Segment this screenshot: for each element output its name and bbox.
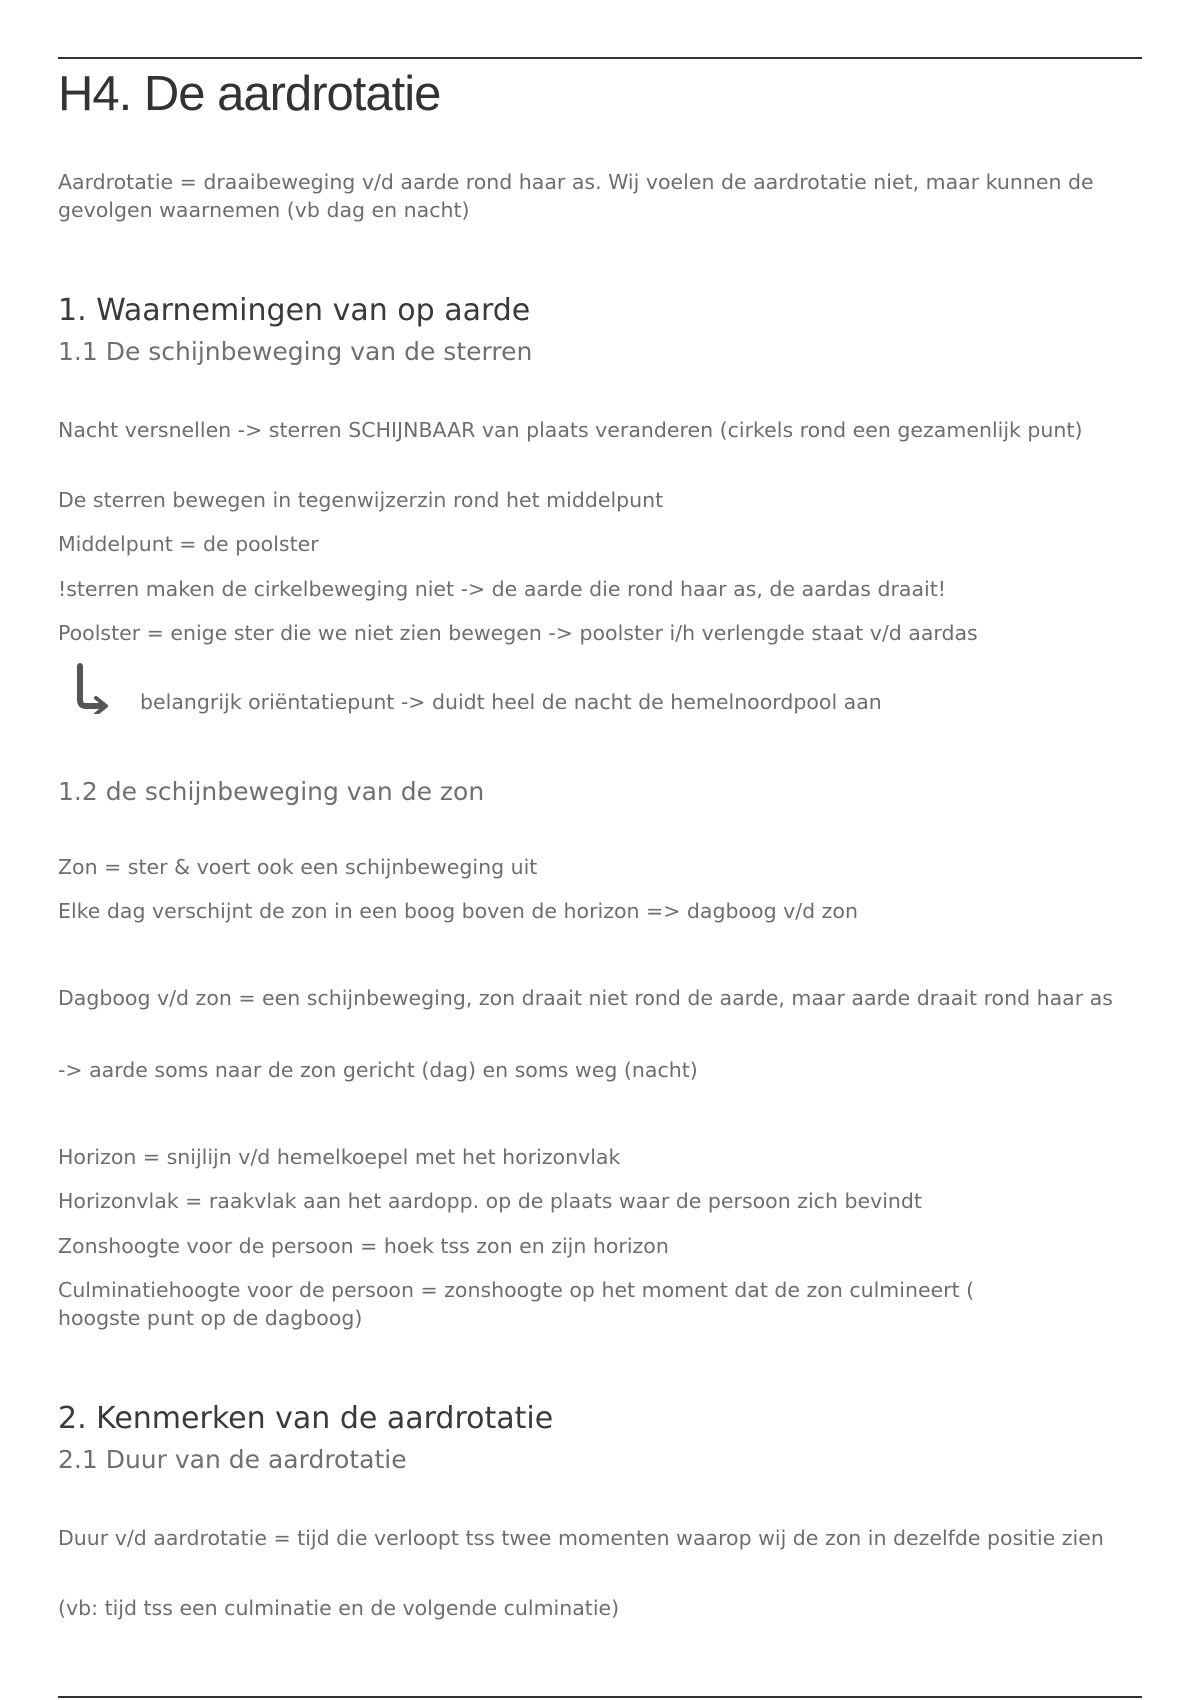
- paragraph-1-2-c: Dagboog v/d zon = een schijnbeweging, zon draait niet rond de aarde, maar aarde draait rond haar as: [58, 986, 1113, 1010]
- paragraph-1-2-f: Horizonvlak = raakvlak aan het aardopp. op de plaats waar de persoon zich bevindt: [58, 1189, 922, 1213]
- paragraph-1-1-a: Nacht versnellen -> sterren SCHIJNBAAR van plaats veranderen (cirkels rond een gezamenlijk punt): [58, 418, 1083, 442]
- subsection-1-1-heading: 1.1 De schijnbeweging van de sterren: [58, 337, 533, 366]
- paragraph-1-2-h: Culminatiehoogte voor de persoon = zonshoogte op het moment dat de zon culmineert ( hoogste punt op de dagboog): [58, 1278, 975, 1330]
- paragraph-1-1-e: Poolster = enige ster die we niet zien bewegen -> poolster i/h verlengde staat v/d aardas: [58, 621, 978, 645]
- top-rule: [58, 57, 1142, 59]
- paragraph-1-2-b: Elke dag verschijnt de zon in een boog boven de horizon => dagboog v/d zon: [58, 899, 858, 923]
- paragraph-1-2-g: Zonshoogte voor de persoon = hoek tss zon en zijn horizon: [58, 1234, 669, 1258]
- paragraph-1-1-d: !sterren maken de cirkelbeweging niet -> de aarde die rond haar as, de aardas draait!: [58, 577, 946, 601]
- intro-paragraph: Aardrotatie = draaibeweging v/d aarde rond haar as. Wij voelen de aardrotatie niet, maar kunnen de gevolgen waarnemen (vb dag en nacht): [58, 170, 1094, 222]
- section-2-heading: 2. Kenmerken van de aardrotatie: [58, 1401, 554, 1436]
- paragraph-1-1-c: Middelpunt = de poolster: [58, 532, 319, 556]
- paragraph-2-1-b: (vb: tijd tss een culminatie en de volgende culminatie): [58, 1596, 620, 1620]
- paragraph-1-1-b: De sterren bewegen in tegenwijzerzin rond het middelpunt: [58, 488, 664, 512]
- bottom-rule: [58, 1696, 1142, 1698]
- paragraph-1-1-f: belangrijk oriëntatiepunt -> duidt heel de nacht de hemelnoordpool aan: [140, 690, 882, 714]
- paragraph-2-1-a: Duur v/d aardrotatie = tijd die verloopt tss twee momenten waarop wij de zon in dezelfde positie zien: [58, 1526, 1104, 1550]
- subsection-2-1-heading: 2.1 Duur van de aardrotatie: [58, 1445, 407, 1474]
- page-title: H4. De aardrotatie: [58, 67, 441, 121]
- paragraph-1-2-e: Horizon = snijlijn v/d hemelkoepel met het horizonvlak: [58, 1145, 621, 1169]
- subsection-1-2-heading: 1.2 de schijnbeweging van de zon: [58, 777, 485, 806]
- return-arrow-icon: [72, 662, 112, 714]
- paragraph-1-2-d: -> aarde soms naar de zon gericht (dag) en soms weg (nacht): [58, 1058, 698, 1082]
- paragraph-1-2-a: Zon = ster & voert ook een schijnbeweging uit: [58, 855, 538, 879]
- section-1-heading: 1. Waarnemingen van op aarde: [58, 293, 531, 328]
